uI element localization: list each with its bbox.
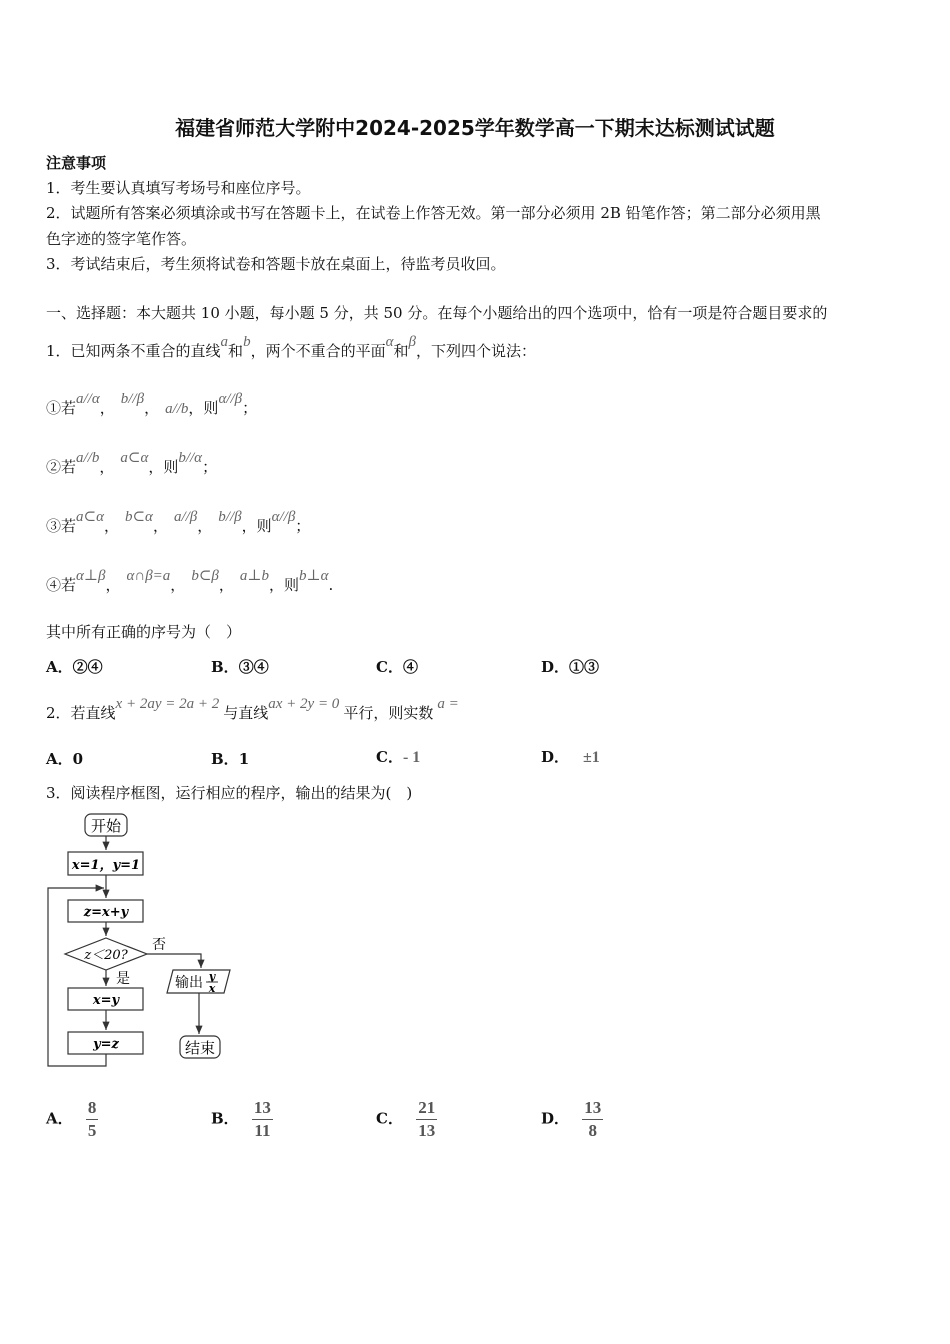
flow-start-label: 开始 (90, 817, 122, 835)
option-a[interactable]: A． $\frac{8}{5}$ (46, 1098, 97, 1140)
flow-init-label: x=1，y=1 (71, 858, 141, 873)
fraction: $\frac{8}{5}$ (87, 1098, 97, 1140)
flow-assign-y-label: y=z (93, 1037, 119, 1052)
notice-item: 3．考试结束后，考生须将试卷和答题卡放在桌面上，待监考员收回。 (46, 255, 506, 273)
question-3-stem: 3．阅读程序框图，运行相应的程序，输出的结果为( ) (46, 784, 413, 802)
fraction: $\frac{21}{13}$ (418, 1098, 436, 1140)
flow-assign-x-label: x=y (92, 993, 120, 1008)
page-title: 福建省师范大学附中2024-2025学年数学高一下期末达标测试试题 (175, 116, 775, 140)
notice-item: 色字迹的签字笔作答。 (46, 230, 197, 248)
flow-output-numerator: y (208, 970, 216, 983)
option-b[interactable]: B．③④ (211, 658, 269, 676)
statement-2: ②若a//b， a⊂α，则b//α； (46, 450, 218, 476)
option-b[interactable]: B． $\frac{13}{11}$ (211, 1098, 271, 1140)
section-heading: 一、选择题：本大题共 10 小题，每小题 5 分，共 50 分。在每个小题给出的四个选项中，恰有一项是符合题目要求的 (46, 304, 828, 322)
fraction: $\frac{13}{8}$ (584, 1098, 602, 1140)
flow-output-denominator: x (208, 982, 216, 995)
question-1-stem: 1．已知两条不重合的直线a和b，两个不重合的平面α和β，下列四个说法： (46, 334, 536, 360)
notice-item: 1．考生要认真填写考场号和座位序号。 (46, 179, 311, 197)
option-b[interactable]: B．1 (211, 750, 250, 768)
option-a[interactable]: A．②④ (46, 658, 103, 676)
notice-item: 2．试题所有答案必须填涂或书写在答题卡上，在试卷上作答无效。第一部分必须用 2B 铅笔作答；第二部分必须用黑 (46, 204, 821, 222)
statement-4: ④若α⊥β， α∩β=a， b⊂β， a⊥b，则b⊥α. (46, 568, 334, 594)
flow-output-label: 输出 (175, 975, 203, 991)
flow-sum-label: z=x+y (83, 905, 129, 920)
notice-heading: 注意事项 (46, 154, 107, 172)
flowchart (40, 808, 250, 1078)
fraction: $\frac{13}{11}$ (253, 1098, 271, 1140)
statement-3: ③若a⊂α， b⊂α， a//β， b//β，则α//β； (46, 509, 311, 535)
statement-1: ①若a//α， b//β， a//b，则α//β； (46, 391, 258, 417)
flow-no-label: 否 (152, 937, 166, 953)
question-2-stem: 2．若直线x + 2ay = 2a + 2 与直线ax + 2y = 0 平行，则实数 a = (46, 696, 459, 722)
option-d[interactable]: D．①③ (541, 658, 600, 676)
option-a[interactable]: A．0 (46, 750, 84, 768)
option-d[interactable]: D． ±1 (541, 748, 600, 766)
option-d[interactable]: D． $\frac{13}{8}$ (541, 1098, 602, 1140)
option-c[interactable]: C．- 1 (376, 748, 421, 766)
option-c[interactable]: C．④ (376, 658, 418, 676)
flow-condition-label: z＜20? (84, 948, 128, 963)
flow-end-label: 结束 (184, 1039, 216, 1057)
question-1-ask: 其中所有正确的序号为（ ） (46, 623, 242, 641)
flow-yes-label: 是 (116, 971, 130, 987)
option-c[interactable]: C． $\frac{21}{13}$ (376, 1098, 436, 1140)
